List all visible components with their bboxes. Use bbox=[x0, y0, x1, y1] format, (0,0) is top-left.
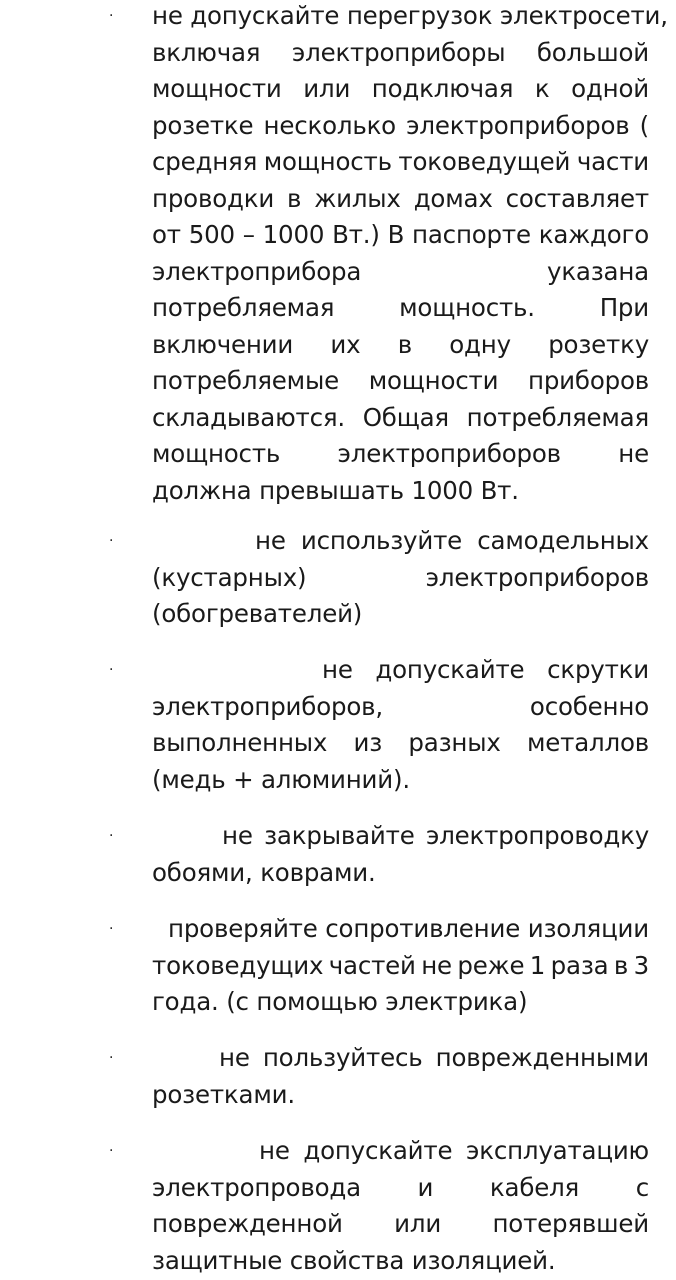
bullet-marker: · bbox=[109, 1050, 114, 1066]
text-line: включении их в одну розетку bbox=[152, 329, 649, 359]
text-line: (обогревателей) bbox=[152, 599, 363, 628]
text-line bbox=[152, 523, 649, 560]
bullet-marker: · bbox=[109, 662, 114, 678]
list-item-text bbox=[152, 523, 649, 633]
text-line: года. (с помощью электрика) bbox=[152, 987, 528, 1016]
bullet-marker: · bbox=[109, 533, 114, 549]
text-line bbox=[152, 1040, 649, 1077]
text-line: проводки в жилых домах составляет bbox=[152, 183, 649, 213]
text-line: потребляемая мощность. При bbox=[152, 293, 649, 322]
text-line: розетками. bbox=[152, 1079, 295, 1109]
text-line: потребляемые мощности приборов bbox=[152, 366, 649, 395]
text-line: поврежденной или потерявшей bbox=[152, 1209, 649, 1238]
text-line bbox=[152, 818, 649, 855]
text-line-inner: не используйте самодельных bbox=[255, 526, 649, 555]
text-line: розетке несколько электроприборов ( bbox=[152, 110, 649, 140]
list-item-text bbox=[152, 1040, 649, 1113]
text-line: мощности или подключая к одной bbox=[152, 74, 649, 103]
list-item-text bbox=[152, 818, 649, 891]
text-line-inner: не допускайте эксплуатацию bbox=[259, 1136, 649, 1165]
bullet-marker: · bbox=[109, 921, 114, 937]
text-line bbox=[152, 1133, 649, 1170]
list-item-text bbox=[152, 1133, 649, 1279]
text-line: обоями, коврами. bbox=[152, 857, 376, 887]
text-line bbox=[152, 911, 649, 948]
text-line: выполненных из разных металлов bbox=[152, 728, 649, 757]
text-line bbox=[152, 652, 649, 689]
text-line-inner: не закрывайте электропроводку bbox=[222, 821, 649, 850]
text-line: электроприбора указана bbox=[152, 256, 649, 286]
text-line-inner: не допускайте скрутки bbox=[322, 655, 649, 684]
text-line: должна превышать 1000 Вт. bbox=[152, 475, 519, 505]
text-line: включая электроприборы большой bbox=[152, 37, 649, 67]
bullet-marker: · bbox=[109, 1143, 114, 1159]
text-line: защитные свойства изоляцией. bbox=[152, 1245, 556, 1275]
text-line-inner: проверяйте сопротивление изоляции bbox=[168, 914, 649, 943]
text-line: средняя мощность токоведущей части bbox=[152, 147, 649, 176]
list-item-text bbox=[152, 911, 649, 1021]
list-item-text bbox=[152, 0, 668, 509]
text-line: (кустарных) электроприборов bbox=[152, 562, 649, 592]
bullet-marker: · bbox=[109, 828, 114, 844]
text-line: мощность электроприборов не bbox=[152, 439, 649, 468]
text-line-inner: не пользуйтесь поврежденными bbox=[219, 1043, 649, 1072]
text-line: электроприборов, особенно bbox=[152, 691, 649, 721]
text-line: токоведущих частей не реже 1 раза в 3 bbox=[152, 950, 649, 980]
text-line: складываются. Общая потребляемая bbox=[152, 402, 649, 432]
text-line: электропровода и кабеля с bbox=[152, 1172, 649, 1202]
bullet-marker: · bbox=[109, 8, 114, 24]
list-item-text bbox=[152, 652, 649, 798]
text-line: от 500 – 1000 Вт.) В паспорте каждого bbox=[152, 220, 649, 249]
text-line: не допускайте перегрузок электросети, bbox=[152, 1, 668, 30]
text-line: (медь + алюминий). bbox=[152, 764, 410, 794]
